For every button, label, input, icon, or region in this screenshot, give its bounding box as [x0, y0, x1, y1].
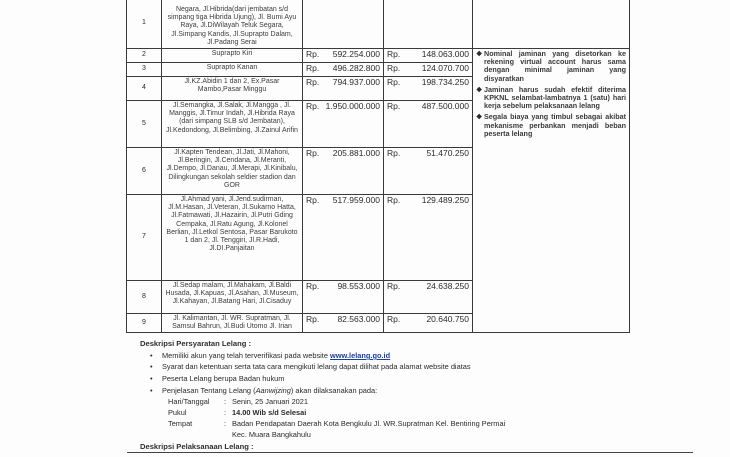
- requirement-item: [150, 386, 670, 395]
- note-text: Jaminan harus sudah efektif diterima KPKNL selambat-lambatnya 1 (satu) hari kerja sebelum pelaksanaan lelang: [484, 84, 626, 111]
- note-item: [476, 50, 626, 83]
- schedule-label: Hari/Tanggal: [168, 397, 210, 406]
- table-row: [127, 0, 630, 49]
- execution-title: Deskripsi Pelaksanaan Lelang :: [140, 442, 254, 451]
- currency-label: Rp.: [306, 49, 320, 59]
- guarantee-value-cell: [384, 314, 473, 333]
- guarantee-value-cell: [384, 101, 473, 148]
- limit-value-cell: [303, 0, 384, 49]
- location-cell: Jl.Semangka, Jl.Salak, Jl.Mangga , Jl. Manggis, Jl.Timur Indah, Jl.Hibrida Raya (dari simpang SLB s/d Jembatan), Jl.Kedondong, Jl.Belimbing, Jl.Zainul Arifin: [162, 101, 303, 148]
- requirement-text: Memiliki akun yang telah terverifikasi pada website: [162, 351, 331, 360]
- currency-label: Rp.: [306, 63, 320, 73]
- location-cell: Suprapto Kanan: [162, 63, 303, 77]
- limit-value-cell: [303, 195, 384, 281]
- requirement-text: Syarat dan ketentuan serta tata cara mengikuti lelang dapat dilihat pada alamat website diatas: [162, 362, 471, 371]
- schedule-value: Senin, 25 Januari 2021: [232, 397, 309, 406]
- row-number: 7: [127, 195, 162, 281]
- guarantee-value-cell: [384, 77, 473, 101]
- currency-label: Rp.: [387, 77, 401, 87]
- requirement-item: [150, 362, 670, 371]
- amount-value: 24.638.250: [426, 281, 469, 291]
- requirement-item: [150, 351, 670, 360]
- location-cell: Jl.KZ.Abidin 1 dan 2, Ex.Pasar Mambo,Pasar Minggu: [162, 77, 303, 101]
- guarantee-value-cell: [384, 195, 473, 281]
- location-cell: Negara, Jl.Hibrida(dari jembatan s/d simpang tiga Hibrida Ujung), Jl. Bumi Ayu Raya, Jl.DiWilayah Teluk Segara, Jl.Simpang Kandis, Jl.Suprapto Dalam, Jl.Padang Serai: [162, 0, 303, 49]
- currency-label: Rp.: [306, 281, 320, 291]
- location-cell: Jl. Kalimantan, Jl. WR. Supratman, Jl. Samsul Bahrun, Jl.Budi Utomo Jl. Irian: [162, 314, 303, 333]
- note-text: Nominal jaminan yang disetorkan ke rekening virtual account harus sama dengan minimal jaminan yang disyaratkan: [484, 49, 626, 83]
- limit-value-cell: [303, 63, 384, 77]
- bullet-icon: •: [150, 351, 153, 360]
- limit-value-cell: [303, 49, 384, 63]
- notes-cell: [473, 49, 630, 333]
- currency-label: Rp.: [306, 77, 320, 87]
- requirement-item: [150, 374, 670, 383]
- requirement-text: Penjelasan Tentang Lelang (: [162, 386, 256, 395]
- currency-label: Rp.: [387, 148, 401, 158]
- notes-cell: [473, 0, 630, 49]
- diamond-bullet-icon: ❖: [476, 112, 483, 122]
- row-number: 8: [127, 281, 162, 314]
- diamond-bullet-icon: ❖: [476, 49, 483, 58]
- schedule-value: Kec. Muara Bangkahulu: [232, 430, 311, 439]
- row-number: 2: [127, 49, 162, 63]
- note-item: [476, 86, 626, 111]
- limit-value-cell: [303, 101, 384, 148]
- currency-label: Rp.: [387, 101, 401, 111]
- amount-value: 592.254.000: [332, 49, 380, 59]
- currency-label: Rp.: [306, 195, 320, 205]
- amount-value: 82.563.000: [337, 314, 380, 324]
- row-number: 4: [127, 77, 162, 101]
- colon: :: [224, 419, 227, 428]
- amount-value: 205.881.000: [332, 148, 380, 158]
- currency-label: Rp.: [306, 148, 320, 158]
- amount-value: 794.937.000: [332, 77, 380, 87]
- location-cell: Suprapto Kiri: [162, 49, 303, 63]
- row-number: 6: [127, 148, 162, 195]
- guarantee-value-cell: [384, 281, 473, 314]
- currency-label: Rp.: [387, 195, 401, 205]
- currency-label: Rp.: [387, 281, 401, 291]
- schedule-date-row: [168, 397, 668, 406]
- amount-value: 496.282.800: [332, 63, 380, 73]
- currency-label: Rp.: [306, 314, 320, 324]
- location-cell: Jl.Sedap malam, Jl.Mahakam, Jl.Baldi Husada, Jl.Kapuas, Jl.Asahan, Jl.Museum, Jl.Kahayan, Jl.Batang Hari, Jl.Cisaduy: [162, 281, 303, 314]
- amount-value: 98.553.000: [337, 281, 380, 291]
- note-item: [476, 113, 626, 138]
- guarantee-value-cell: [384, 0, 473, 49]
- guarantee-value-cell: [384, 63, 473, 77]
- limit-value-cell: [303, 77, 384, 101]
- limit-value-cell: [303, 314, 384, 333]
- amount-value: 20.640.750: [426, 314, 469, 324]
- guarantee-value-cell: [384, 148, 473, 195]
- limit-value-cell: [303, 281, 384, 314]
- currency-label: Rp.: [387, 63, 401, 73]
- bullet-icon: •: [150, 386, 153, 395]
- location-cell: Jl.Ahmad yani, Jl.Jend.sudirman, Jl.M.Hasan, Jl.Veteran, Jl.Sukarno Hatta, Jl.Fatmawati, Jl.Hazairin, Jl.Putri Gding Cempaka, Jl.Ratu Agung, Jl.Kolonel Berlian, Jl.Letkol Sentosa, Pasar Barukoto 1 dan 2, Jl. Tenggiri, Jl.R.Hadi, Jl.DI.Panjaitan: [162, 195, 303, 281]
- row-number: 3: [127, 63, 162, 77]
- amount-value: 124.070.700: [421, 63, 469, 73]
- guarantee-value-cell: [384, 49, 473, 63]
- requirements-title: Deskripsi Persyaratan Lelang :: [140, 339, 252, 348]
- row-number: 1: [127, 0, 162, 49]
- schedule-place-row: [168, 419, 668, 428]
- requirement-text: ) akan dilaksanakan pada:: [290, 386, 378, 395]
- bullet-icon: •: [150, 374, 153, 383]
- currency-label: Rp.: [387, 314, 401, 324]
- amount-value: 148.063.000: [421, 49, 469, 59]
- schedule-label: Pukul: [168, 408, 187, 417]
- schedule-value: Badan Pendapatan Daerah Kota Bengkulu Jl. WR.Supratman Kel. Bentiring Permai: [232, 419, 506, 428]
- amount-value: 198.734.250: [421, 77, 469, 87]
- location-cell: Jl.Kapten Tendean, Jl.Jati, Jl.Mahoni, Jl.Beringin, Jl.Cendana, Jl.Meranti, Jl.Dempo, Jl.Danau, Jl.Merapi, Jl.Kinibalu, Dilingkungan sekolah seldier stadion dan GOR: [162, 148, 303, 195]
- schedule-value: 14.00 Wib s/d Selesai: [232, 408, 307, 417]
- table-top-border: [127, 452, 693, 453]
- aanwijzing-term: Aanwijzing: [255, 386, 291, 395]
- currency-label: Rp.: [387, 49, 401, 59]
- currency-label: Rp.: [306, 101, 320, 111]
- amount-value: 517.959.000: [332, 195, 380, 205]
- limit-value-cell: [303, 148, 384, 195]
- colon: :: [224, 408, 227, 417]
- diamond-bullet-icon: ❖: [476, 84, 483, 94]
- note-text: Segala biaya yang timbul sebagai akibat mekanisme perbankan menjadi beban peserta lelang: [484, 112, 626, 138]
- auction-table: [126, 0, 630, 333]
- amount-value: 129.489.250: [421, 195, 469, 205]
- schedule-time-row: [168, 408, 668, 417]
- amount-value: 1.950.000.000: [325, 101, 380, 111]
- bullet-icon: •: [150, 362, 153, 371]
- schedule-place-row-2: [168, 430, 668, 439]
- requirement-text: Peserta Lelang berupa Badan hukum: [162, 374, 285, 383]
- colon: :: [224, 397, 227, 406]
- row-number: 9: [127, 314, 162, 333]
- amount-value: 51.470.250: [426, 148, 469, 158]
- row-number: 5: [127, 101, 162, 148]
- table-row: [127, 49, 630, 63]
- schedule-label: Tempat: [168, 419, 193, 428]
- amount-value: 487.500.000: [421, 101, 469, 111]
- lelang-website-link[interactable]: www.lelang.go.id: [330, 351, 391, 360]
